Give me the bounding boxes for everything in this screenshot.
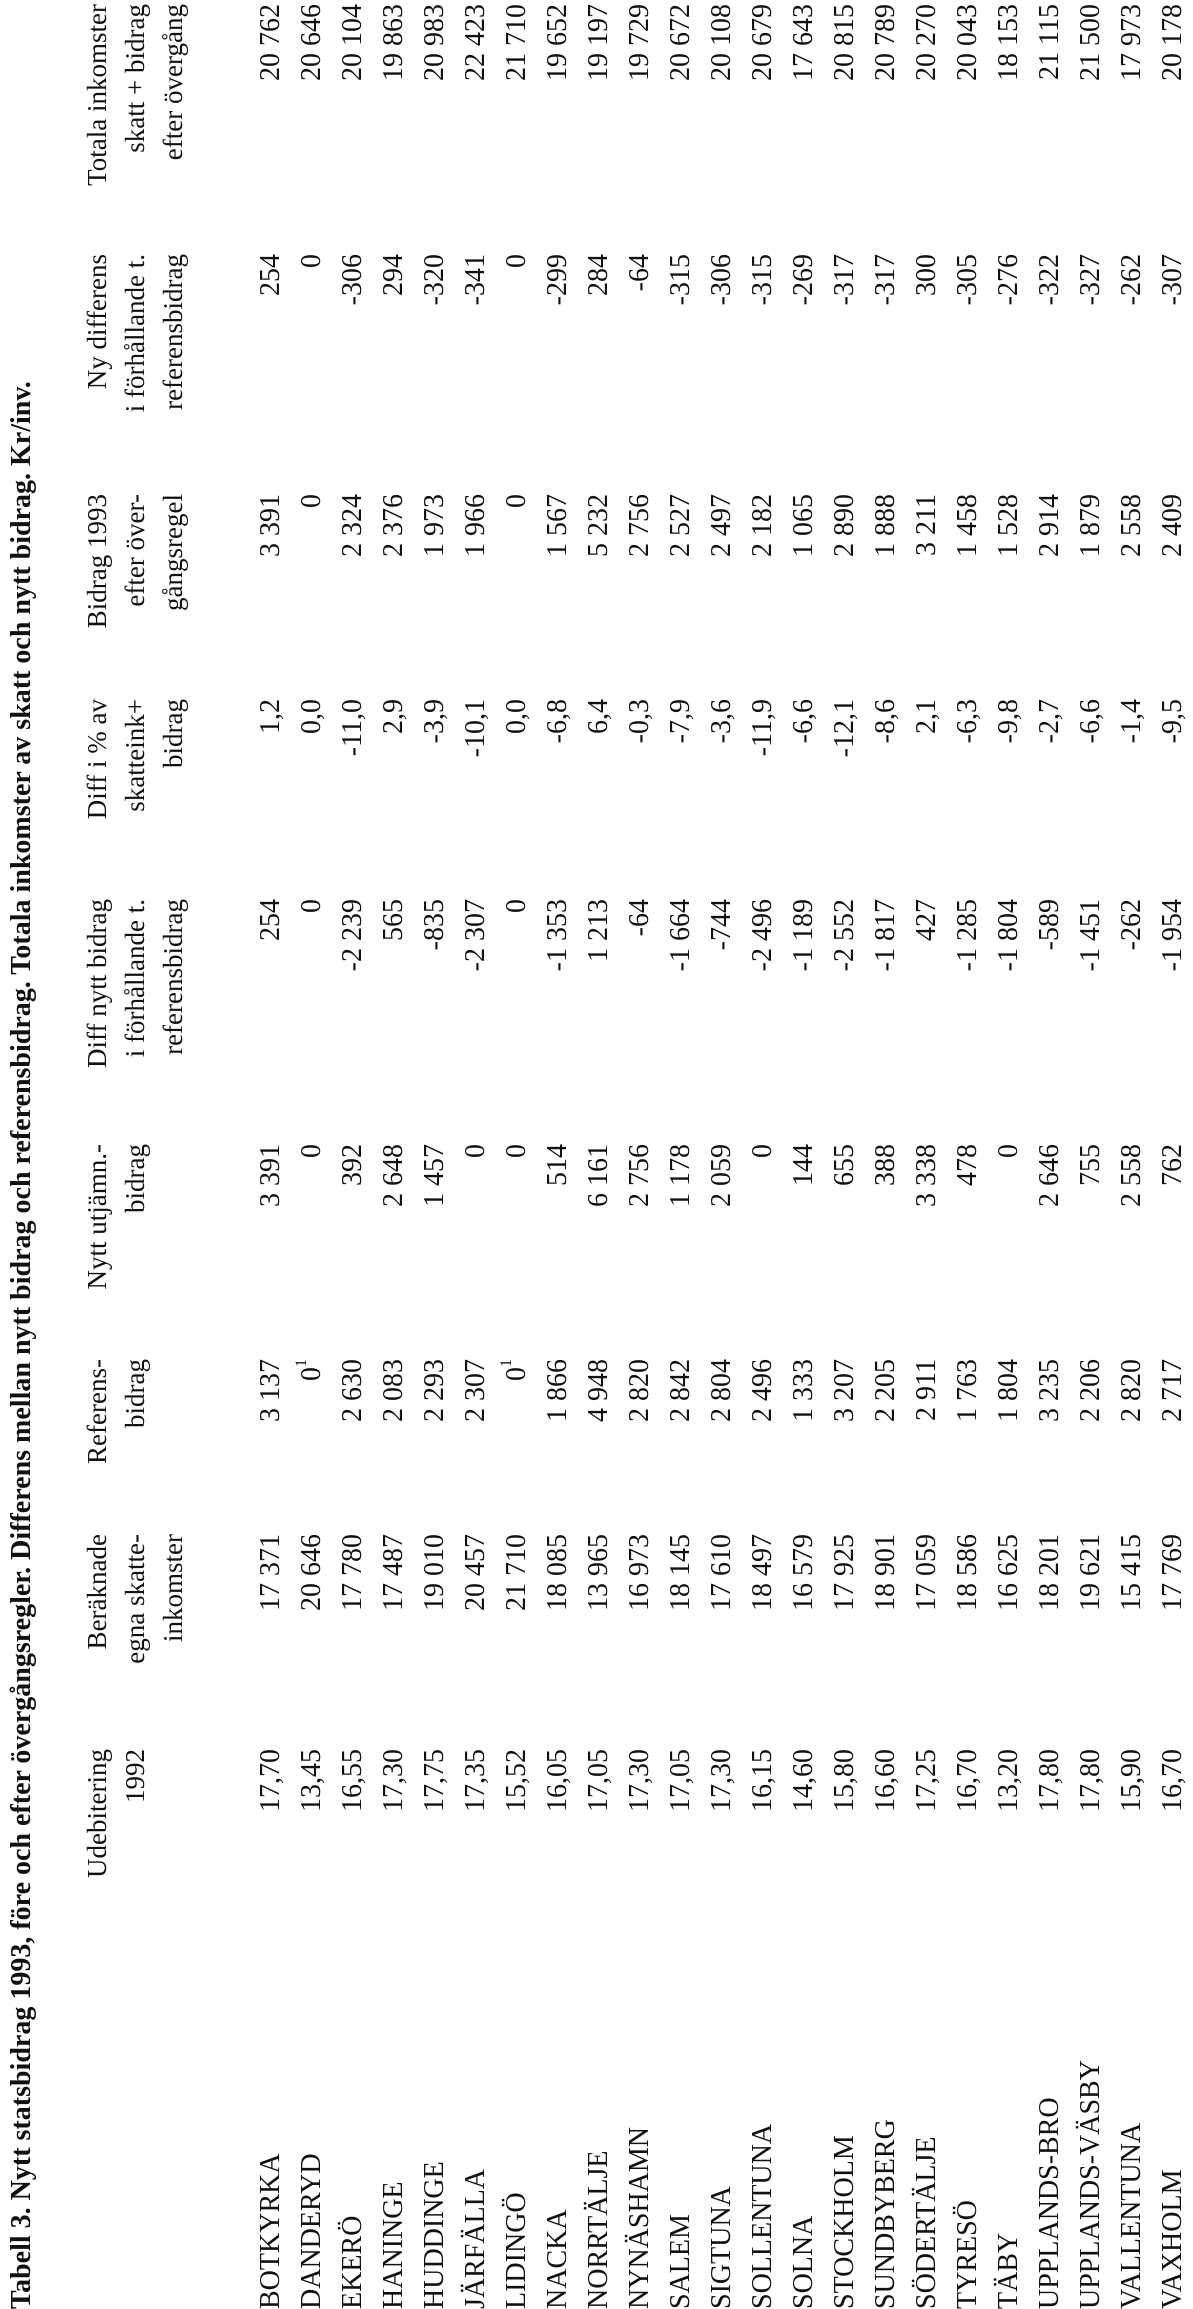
- cell-nytt-utjamningsbidrag: 2 558: [1116, 1144, 1147, 1207]
- cell-udebitering: 17,80: [1034, 1749, 1065, 1812]
- cell-ny-differens: -262: [1116, 254, 1147, 306]
- column-referensbidrag: [250, 1359, 1193, 1534]
- cell-diff-procent: -9,8: [993, 699, 1024, 744]
- cell-udebitering: 15,52: [501, 1749, 532, 1812]
- cell-nytt-utjamningsbidrag: 755: [1075, 1144, 1106, 1186]
- cell-kommun: HUDDINGE: [419, 2161, 450, 2309]
- cell-diff-procent: -11,9: [747, 699, 778, 757]
- cell-kommun: NACKA: [542, 2209, 573, 2309]
- cell-ny-differens: -305: [952, 254, 983, 306]
- cell-ny-differens: -317: [829, 254, 860, 306]
- header-diff-nytt-bidrag: Diff nytt bidrag i förhållande t. referensbidrag: [82, 899, 188, 1068]
- cell-referensbidrag: 1 763: [952, 1359, 983, 1422]
- cell-ny-differens: -64: [624, 254, 655, 292]
- cell-kommun: JÄRFÄLLA: [460, 2168, 491, 2309]
- cell-egna-skatteinkomster: 17 769: [1157, 1534, 1188, 1611]
- cell-udebitering: 13,45: [296, 1749, 327, 1812]
- cell-referensbidrag: 2 293: [419, 1359, 450, 1422]
- cell-totala-inkomster: 18 153: [993, 4, 1024, 81]
- cell-diff-procent: -2,7: [1034, 699, 1065, 744]
- cell-udebitering: 16,60: [870, 1749, 901, 1812]
- cell-diff-nytt-bidrag: -1 189: [788, 899, 819, 972]
- cell-bidrag-1993: 1 966: [460, 494, 491, 557]
- cell-totala-inkomster: 17 973: [1116, 4, 1147, 81]
- cell-diff-nytt-bidrag: -262: [1116, 899, 1147, 951]
- cell-ny-differens: 0: [501, 254, 532, 268]
- cell-referensbidrag: 2 820: [624, 1359, 655, 1422]
- cell-diff-nytt-bidrag: -1 285: [952, 899, 983, 972]
- cell-ny-differens: -269: [788, 254, 819, 306]
- header-referensbidrag: Referens- bidrag: [82, 1359, 150, 1464]
- cell-egna-skatteinkomster: 17 925: [829, 1534, 860, 1611]
- cell-bidrag-1993: 2 324: [337, 494, 368, 557]
- cell-diff-nytt-bidrag: -64: [624, 899, 655, 937]
- cell-referensbidrag: 3 137: [255, 1359, 286, 1422]
- cell-udebitering: 17,70: [255, 1749, 286, 1812]
- cell-egna-skatteinkomster: 18 085: [542, 1534, 573, 1611]
- cell-nytt-utjamningsbidrag: 2 756: [624, 1144, 655, 1207]
- cell-ny-differens: -299: [542, 254, 573, 306]
- cell-diff-nytt-bidrag: -1 664: [665, 899, 696, 972]
- cell-egna-skatteinkomster: 18 586: [952, 1534, 983, 1611]
- cell-kommun: DANDERYD: [296, 2153, 327, 2309]
- cell-totala-inkomster: 19 197: [583, 4, 614, 81]
- cell-ny-differens: -320: [419, 254, 450, 306]
- cell-udebitering: 17,05: [665, 1749, 696, 1812]
- cell-udebitering: 17,30: [624, 1749, 655, 1812]
- cell-diff-nytt-bidrag: -1 954: [1157, 899, 1188, 972]
- cell-referensbidrag: 2 630: [337, 1359, 368, 1422]
- cell-bidrag-1993: 2 558: [1116, 494, 1147, 557]
- cell-referensbidrag: 1 804: [993, 1359, 1024, 1422]
- cell-nytt-utjamningsbidrag: 2 059: [706, 1144, 737, 1207]
- cell-egna-skatteinkomster: 18 201: [1034, 1534, 1065, 1611]
- cell-diff-nytt-bidrag: 0: [501, 899, 532, 913]
- column-diff-procent: [250, 699, 1193, 899]
- cell-udebitering: 17,75: [419, 1749, 450, 1812]
- cell-bidrag-1993: 3 211: [911, 494, 942, 556]
- cell-udebitering: 17,30: [706, 1749, 737, 1812]
- cell-totala-inkomster: 20 983: [419, 4, 450, 81]
- cell-nytt-utjamningsbidrag: 0: [501, 1144, 532, 1158]
- cell-diff-nytt-bidrag: -589: [1034, 899, 1065, 951]
- cell-ny-differens: -327: [1075, 254, 1106, 306]
- cell-totala-inkomster: 21 710: [501, 4, 532, 81]
- cell-referensbidrag: 3 207: [829, 1359, 860, 1422]
- cell-egna-skatteinkomster: 17 059: [911, 1534, 942, 1611]
- column-diff-nytt-bidrag: [250, 899, 1193, 1144]
- cell-egna-skatteinkomster: 16 973: [624, 1534, 655, 1611]
- cell-referensbidrag: 4 948: [583, 1359, 614, 1422]
- cell-ny-differens: -276: [993, 254, 1024, 306]
- cell-diff-nytt-bidrag: -835: [419, 899, 450, 951]
- cell-udebitering: 16,70: [952, 1749, 983, 1812]
- cell-totala-inkomster: 19 652: [542, 4, 573, 81]
- cell-kommun: UPPLANDS-VÄSBY: [1075, 2060, 1106, 2309]
- cell-kommun: SÖDERTÄLJE: [911, 2136, 942, 2309]
- cell-kommun: NORRTÄLJE: [583, 2150, 614, 2309]
- cell-ny-differens: -315: [665, 254, 696, 306]
- cell-egna-skatteinkomster: 17 371: [255, 1534, 286, 1611]
- cell-egna-skatteinkomster: 21 710: [501, 1534, 532, 1611]
- cell-diff-nytt-bidrag: -1 353: [542, 899, 573, 972]
- cell-nytt-utjamningsbidrag: 1 178: [665, 1144, 696, 1207]
- cell-bidrag-1993: 2 914: [1034, 494, 1065, 557]
- cell-diff-procent: 6,4: [583, 699, 614, 734]
- cell-diff-procent: 2,9: [378, 699, 409, 734]
- cell-diff-procent: -10,1: [460, 699, 491, 758]
- cell-referensbidrag: 2 083: [378, 1359, 409, 1422]
- cell-referensbidrag: 2 804: [706, 1359, 737, 1422]
- cell-egna-skatteinkomster: 18 145: [665, 1534, 696, 1611]
- cell-diff-procent: 0,0: [501, 699, 532, 734]
- cell-diff-procent: -6,8: [542, 699, 573, 744]
- cell-totala-inkomster: 20 789: [870, 4, 901, 81]
- column-nytt-utjamningsbidrag: [250, 1144, 1193, 1359]
- cell-totala-inkomster: 20 815: [829, 4, 860, 81]
- cell-referensbidrag: 2 307: [460, 1359, 491, 1422]
- cell-ny-differens: -315: [747, 254, 778, 306]
- column-ny-differens: [250, 254, 1193, 494]
- cell-ny-differens: -306: [706, 254, 737, 306]
- cell-egna-skatteinkomster: 16 625: [993, 1534, 1024, 1611]
- column-bidrag-1993: [250, 494, 1193, 699]
- cell-diff-nytt-bidrag: 427: [911, 899, 942, 941]
- cell-egna-skatteinkomster: 13 965: [583, 1534, 614, 1611]
- cell-totala-inkomster: 20 672: [665, 4, 696, 81]
- cell-udebitering: 13,20: [993, 1749, 1024, 1812]
- cell-diff-procent: 2,1: [911, 699, 942, 734]
- cell-referensbidrag: 2 206: [1075, 1359, 1106, 1422]
- cell-referensbidrag: 2 842: [665, 1359, 696, 1422]
- header-bidrag-1993: Bidrag 1993 efter över- gångsregel: [82, 494, 188, 629]
- cell-bidrag-1993: 2 756: [624, 494, 655, 557]
- cell-bidrag-1993: 2 497: [706, 494, 737, 557]
- cell-nytt-utjamningsbidrag: 6 161: [583, 1144, 614, 1207]
- cell-bidrag-1993: 0: [501, 494, 532, 508]
- cell-egna-skatteinkomster: 19 010: [419, 1534, 450, 1611]
- cell-udebitering: 16,15: [747, 1749, 778, 1812]
- cell-udebitering: 17,25: [911, 1749, 942, 1812]
- cell-nytt-utjamningsbidrag: 3 391: [255, 1144, 286, 1207]
- cell-diff-procent: -1,4: [1116, 699, 1147, 744]
- cell-ny-differens: -306: [337, 254, 368, 306]
- cell-kommun: NYNÄSHAMN: [624, 2126, 655, 2309]
- cell-ny-differens: -317: [870, 254, 901, 306]
- cell-totala-inkomster: 20 679: [747, 4, 778, 81]
- cell-nytt-utjamningsbidrag: 478: [952, 1144, 983, 1186]
- cell-bidrag-1993: 0: [296, 494, 327, 508]
- cell-nytt-utjamningsbidrag: 0: [747, 1144, 778, 1158]
- cell-kommun: LIDINGÖ: [501, 2192, 532, 2309]
- header-egna-skatteinkomster: Beräknade egna skatte- inkomster: [82, 1534, 188, 1664]
- cell-diff-nytt-bidrag: 0: [296, 899, 327, 913]
- cell-diff-nytt-bidrag: 1 213: [583, 899, 614, 962]
- cell-nytt-utjamningsbidrag: 2 646: [1034, 1144, 1065, 1207]
- footnote-marker: 1: [497, 1359, 515, 1367]
- cell-diff-nytt-bidrag: -744: [706, 899, 737, 951]
- cell-bidrag-1993: 1 879: [1075, 494, 1106, 557]
- cell-udebitering: 17,30: [378, 1749, 409, 1812]
- cell-referensbidrag: 2 820: [1116, 1359, 1147, 1422]
- cell-egna-skatteinkomster: 15 415: [1116, 1534, 1147, 1611]
- cell-referensbidrag: 1 866: [542, 1359, 573, 1422]
- cell-diff-procent: -0,3: [624, 699, 655, 744]
- cell-totala-inkomster: 20 646: [296, 4, 327, 81]
- cell-kommun: VALLENTUNA: [1116, 2122, 1147, 2309]
- column-totala-inkomster: [250, 4, 1193, 254]
- cell-totala-inkomster: 20 178: [1157, 4, 1188, 81]
- cell-egna-skatteinkomster: 17 610: [706, 1534, 737, 1611]
- cell-nytt-utjamningsbidrag: 1 457: [419, 1144, 450, 1207]
- cell-referensbidrag: 2 496: [747, 1359, 778, 1422]
- cell-totala-inkomster: 22 423: [460, 4, 491, 81]
- cell-egna-skatteinkomster: 16 579: [788, 1534, 819, 1611]
- cell-nytt-utjamningsbidrag: 0: [296, 1144, 327, 1158]
- cell-nytt-utjamningsbidrag: 762: [1157, 1144, 1188, 1186]
- cell-diff-procent: -6,3: [952, 699, 983, 744]
- cell-nytt-utjamningsbidrag: 392: [337, 1144, 368, 1186]
- cell-bidrag-1993: 2 409: [1157, 494, 1188, 557]
- cell-referensbidrag: $0^1$: [497, 1359, 532, 1381]
- cell-egna-skatteinkomster: 19 621: [1075, 1534, 1106, 1611]
- cell-diff-procent: -6,6: [788, 699, 819, 744]
- cell-kommun: VAXHOLM: [1157, 2169, 1188, 2309]
- cell-diff-nytt-bidrag: -2 552: [829, 899, 860, 972]
- column-udebitering: [250, 1749, 1193, 1954]
- cell-diff-procent: 1,2: [255, 699, 286, 734]
- cell-totala-inkomster: 20 108: [706, 4, 737, 81]
- cell-bidrag-1993: 5 232: [583, 494, 614, 557]
- cell-nytt-utjamningsbidrag: 3 338: [911, 1144, 942, 1207]
- cell-diff-nytt-bidrag: 254: [255, 899, 286, 941]
- cell-bidrag-1993: 1 973: [419, 494, 450, 557]
- cell-kommun: SALEM: [665, 2214, 696, 2309]
- table-title: Tabell 3. Nytt statsbidrag 1993, före och efter övergångsregler. Differens mellan nytt bidrag och referensbidrag. Totala inkomster av skatt och nytt bidrag. Kr/inv.: [6, 381, 37, 2309]
- cell-bidrag-1993: 1 065: [788, 494, 819, 557]
- cell-kommun: EKERÖ: [337, 2215, 368, 2309]
- cell-bidrag-1993: 1 567: [542, 494, 573, 557]
- footnote-marker: 1: [292, 1359, 310, 1367]
- cell-ny-differens: 284: [583, 254, 614, 296]
- cell-nytt-utjamningsbidrag: 514: [542, 1144, 573, 1186]
- cell-totala-inkomster: 20 043: [952, 4, 983, 81]
- cell-udebitering: 16,70: [1157, 1749, 1188, 1812]
- cell-referensbidrag: 2 717: [1157, 1359, 1188, 1422]
- cell-ny-differens: -322: [1034, 254, 1065, 306]
- cell-bidrag-1993: 2 527: [665, 494, 696, 557]
- cell-diff-procent: -6,6: [1075, 699, 1106, 744]
- cell-kommun: SIGTUNA: [706, 2186, 737, 2309]
- cell-diff-nytt-bidrag: -1 817: [870, 899, 901, 972]
- cell-udebitering: 17,35: [460, 1749, 491, 1812]
- header-nytt-utjamningsbidrag: Nytt utjämn.- bidrag: [82, 1144, 150, 1290]
- cell-totala-inkomster: 21 500: [1075, 4, 1106, 81]
- cell-nytt-utjamningsbidrag: 2 648: [378, 1144, 409, 1207]
- header-diff-procent: Diff i % av skatteink+ bidrag: [82, 699, 188, 820]
- cell-udebitering: 15,80: [829, 1749, 860, 1812]
- cell-udebitering: 14,60: [788, 1749, 819, 1812]
- cell-nytt-utjamningsbidrag: 0: [993, 1144, 1024, 1158]
- cell-ny-differens: 300: [911, 254, 942, 296]
- cell-udebitering: 16,55: [337, 1749, 368, 1812]
- cell-kommun: TYRESÖ: [952, 2200, 983, 2309]
- cell-kommun: SUNDBYBERG: [870, 2119, 901, 2309]
- cell-ny-differens: 294: [378, 254, 409, 296]
- cell-nytt-utjamningsbidrag: 144: [788, 1144, 819, 1186]
- cell-diff-nytt-bidrag: -2 307: [460, 899, 491, 972]
- cell-referensbidrag: 1 333: [788, 1359, 819, 1422]
- header-udebitering: Udebitering 1992: [82, 1749, 150, 1878]
- cell-bidrag-1993: 3 391: [255, 494, 286, 557]
- cell-udebitering: 17,05: [583, 1749, 614, 1812]
- cell-diff-nytt-bidrag: 565: [378, 899, 409, 941]
- cell-egna-skatteinkomster: 17 487: [378, 1534, 409, 1611]
- cell-kommun: HANINGE: [378, 2181, 409, 2309]
- cell-ny-differens: 254: [255, 254, 286, 296]
- cell-totala-inkomster: 21 115: [1034, 4, 1065, 80]
- cell-referensbidrag: 2 911: [911, 1359, 942, 1421]
- cell-totala-inkomster: 17 643: [788, 4, 819, 81]
- cell-bidrag-1993: 2 182: [747, 494, 778, 557]
- cell-diff-procent: -11,0: [337, 699, 368, 757]
- cell-kommun: SOLLENTUNA: [747, 2123, 778, 2309]
- cell-totala-inkomster: 20 762: [255, 4, 286, 81]
- cell-diff-procent: -7,9: [665, 699, 696, 744]
- cell-bidrag-1993: 2 376: [378, 494, 409, 557]
- column-egna-skatteinkomster: [250, 1534, 1193, 1749]
- cell-kommun: TÄBY: [993, 2232, 1024, 2309]
- cell-ny-differens: -307: [1157, 254, 1188, 306]
- cell-egna-skatteinkomster: 20 457: [460, 1534, 491, 1611]
- cell-egna-skatteinkomster: 20 646: [296, 1534, 327, 1611]
- header-ny-differens: Ny differens i förhållande t. referensbidrag: [82, 254, 188, 413]
- cell-bidrag-1993: 1 458: [952, 494, 983, 557]
- cell-nytt-utjamningsbidrag: 0: [460, 1144, 491, 1158]
- cell-totala-inkomster: 20 270: [911, 4, 942, 81]
- cell-nytt-utjamningsbidrag: 388: [870, 1144, 901, 1186]
- cell-diff-nytt-bidrag: -2 496: [747, 899, 778, 972]
- cell-diff-nytt-bidrag: -1 451: [1075, 899, 1106, 972]
- cell-bidrag-1993: 2 890: [829, 494, 860, 557]
- cell-diff-procent: -3,9: [419, 699, 450, 744]
- cell-referensbidrag: 2 205: [870, 1359, 901, 1422]
- cell-diff-procent: -12,1: [829, 699, 860, 758]
- cell-udebitering: 15,90: [1116, 1749, 1147, 1812]
- cell-egna-skatteinkomster: 17 780: [337, 1534, 368, 1611]
- cell-udebitering: 17,80: [1075, 1749, 1106, 1812]
- cell-diff-procent: -3,6: [706, 699, 737, 744]
- cell-egna-skatteinkomster: 18 901: [870, 1534, 901, 1611]
- cell-kommun: UPPLANDS-BRO: [1034, 2097, 1065, 2309]
- cell-diff-procent: 0,0: [296, 699, 327, 734]
- header-totala-inkomster: Totala inkomster skatt + bidrag efter övergång: [82, 4, 188, 186]
- cell-diff-nytt-bidrag: -1 804: [993, 899, 1024, 972]
- cell-referensbidrag: $0^1$: [292, 1359, 327, 1381]
- cell-diff-procent: -8,6: [870, 699, 901, 744]
- cell-referensbidrag: 3 235: [1034, 1359, 1065, 1422]
- cell-bidrag-1993: 1 888: [870, 494, 901, 557]
- cell-diff-procent: -9,5: [1157, 699, 1188, 744]
- cell-kommun: SOLNA: [788, 2215, 819, 2309]
- cell-totala-inkomster: 19 729: [624, 4, 655, 81]
- cell-nytt-utjamningsbidrag: 655: [829, 1144, 860, 1186]
- cell-totala-inkomster: 20 104: [337, 4, 368, 81]
- cell-ny-differens: -341: [460, 254, 491, 306]
- cell-bidrag-1993: 1 528: [993, 494, 1024, 557]
- cell-kommun: BOTKYRKA: [255, 2153, 286, 2309]
- cell-ny-differens: 0: [296, 254, 327, 268]
- cell-udebitering: 16,05: [542, 1749, 573, 1812]
- cell-diff-nytt-bidrag: -2 239: [337, 899, 368, 972]
- cell-egna-skatteinkomster: 18 497: [747, 1534, 778, 1611]
- cell-totala-inkomster: 19 863: [378, 4, 409, 81]
- column-kommun: [250, 1954, 1193, 2309]
- cell-kommun: STOCKHOLM: [829, 2135, 860, 2309]
